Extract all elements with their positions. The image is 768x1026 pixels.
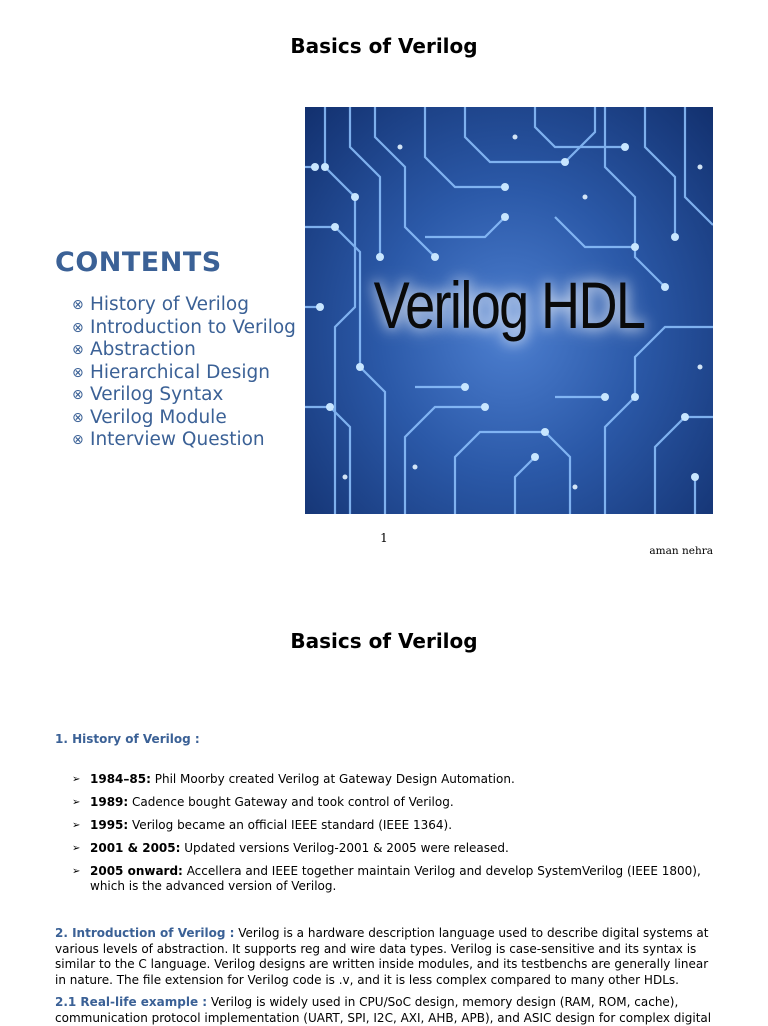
list-item: ⊗ Verilog Syntax xyxy=(72,384,224,405)
year-label: 2005 onward: xyxy=(90,864,183,878)
list-item xyxy=(72,841,712,856)
circled-times-icon: ⊗ xyxy=(72,319,84,336)
history-list xyxy=(72,772,712,902)
list-item: ⊗ Abstraction xyxy=(72,339,196,360)
circled-times-icon: ⊗ xyxy=(72,297,84,313)
circled-times-icon: ⊗ xyxy=(72,432,84,448)
arrowhead-icon: ➢ xyxy=(72,774,81,785)
section-heading-real-life: 2.1 Real-life example : xyxy=(55,995,208,1009)
year-label: 1989: xyxy=(90,795,129,809)
list-item: ⊗ Introduction to Verilog xyxy=(72,316,296,338)
intro-text: Verilog is a hardware description language used to describe digital systems at various levels of abstraction. It supports reg and wire data types. Verilog is case-sensitive and its syntax is similar to the C language. Verilog designs are written inside modules, and its testbenchs are generally linear in nature. The file extension for Verilog code is .v, and it is less complex compared to many other HDLs. xyxy=(55,926,709,987)
page-title: Basics of Verilog xyxy=(290,34,478,58)
history-text: Cadence bought Gateway and took control of Verilog. xyxy=(132,795,454,809)
year-label: 1995: xyxy=(90,818,129,832)
circled-times-icon: ⊗ xyxy=(72,364,84,381)
list-item xyxy=(72,818,712,833)
list-item: ⊗ Interview Question xyxy=(72,429,265,450)
list-item xyxy=(72,864,712,894)
history-text: Verilog became an official IEEE standard (IEEE 1364). xyxy=(132,818,453,832)
list-item: ⊗ Hierarchical Design xyxy=(72,361,271,383)
arrowhead-icon: ➢ xyxy=(72,866,81,877)
page-number: 1 xyxy=(380,531,388,545)
history-text: Updated versions Verilog-2001 & 2005 were released. xyxy=(184,841,509,855)
history-text: Phil Moorby created Verilog at Gateway Design Automation. xyxy=(154,772,515,786)
cover-title: Verilog HDL xyxy=(373,268,645,342)
cover-image xyxy=(305,107,713,514)
circled-times-icon: ⊗ xyxy=(72,409,84,426)
circled-times-icon: ⊗ xyxy=(72,342,84,358)
year-label: 1984–85: xyxy=(90,772,151,786)
real-life-text: Verilog is widely used in CPU/SoC design, memory design (RAM, ROM, cache), communication protocol implementation (UART, SPI, I2C, AXI, AHB, APB), and ASIC design for complex digital xyxy=(55,995,712,1025)
list-item xyxy=(72,772,712,787)
author: aman nehra xyxy=(649,545,713,557)
arrowhead-icon: ➢ xyxy=(72,797,81,808)
arrowhead-icon: ➢ xyxy=(72,843,81,854)
contents-list xyxy=(72,294,297,452)
section-heading-intro: 2. Introduction of Verilog : xyxy=(55,926,235,940)
list-item xyxy=(72,795,712,810)
real-life-paragraph xyxy=(55,995,715,1026)
list-item: ⊗ Verilog Module xyxy=(72,406,227,428)
page-title: Basics of Verilog xyxy=(290,629,478,653)
arrowhead-icon: ➢ xyxy=(72,820,81,831)
circled-times-icon: ⊗ xyxy=(72,387,84,403)
history-text: Accellera and IEEE together maintain Verilog and develop SystemVerilog (IEEE 1800), which is the advanced version of Verilog. xyxy=(90,864,701,893)
section-heading-history: 1. History of Verilog : xyxy=(55,732,200,746)
contents-heading: CONTENTS xyxy=(55,247,222,278)
list-item: ⊗ History of Verilog xyxy=(72,294,249,315)
year-label: 2001 & 2005: xyxy=(90,841,181,855)
intro-paragraph xyxy=(55,926,715,988)
